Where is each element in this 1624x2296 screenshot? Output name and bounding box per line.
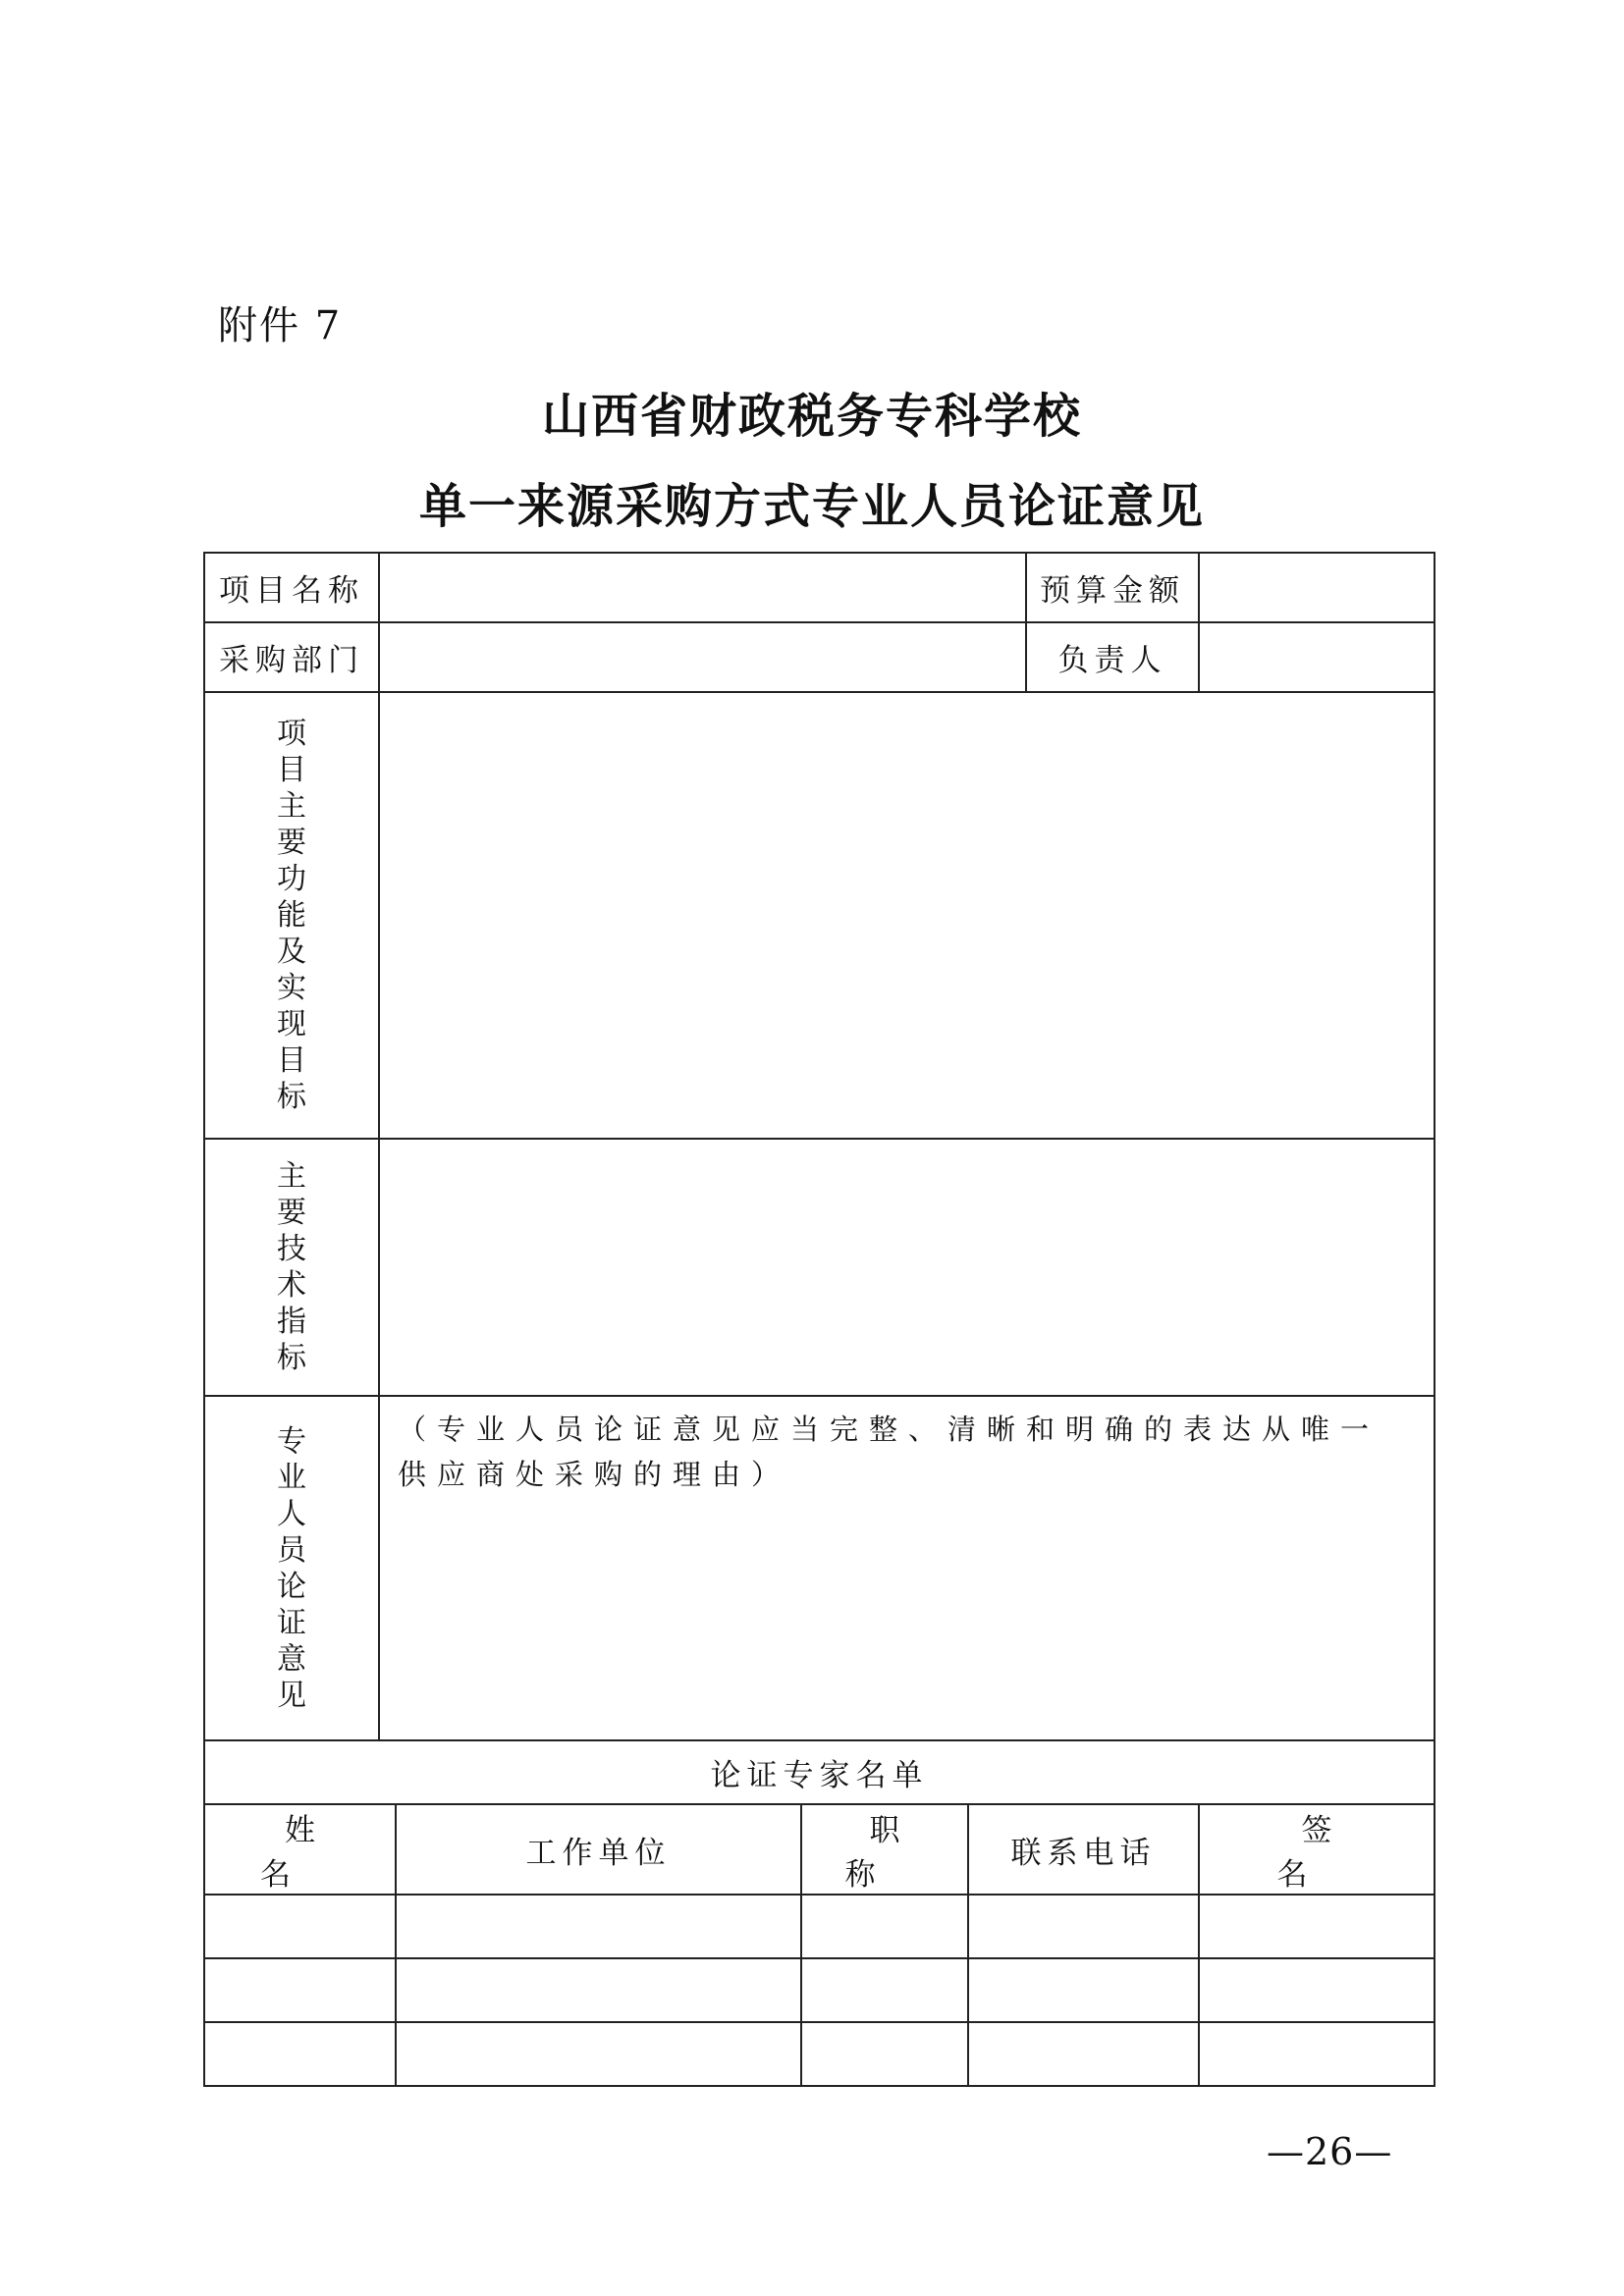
col-signature-header: 签 名 <box>1199 1804 1435 1895</box>
row-functions <box>204 692 1435 1139</box>
expert-workplace-cell[interactable] <box>396 1895 801 1958</box>
expert-row <box>204 2022 1435 2086</box>
project-name-field[interactable] <box>379 553 1026 622</box>
expert-row <box>204 1895 1435 1958</box>
argument-form-table <box>203 552 1435 2087</box>
opinion-label: 专业人员论证意见 <box>277 1423 306 1713</box>
col-phone-header: 联系电话 <box>968 1804 1199 1895</box>
form-title: 单一来源采购方式专业人员论证意见 <box>418 479 1205 534</box>
department-field[interactable] <box>379 622 1026 692</box>
tech-label: 主要技术指标 <box>277 1159 306 1375</box>
expert-title-cell[interactable] <box>801 1958 968 2022</box>
budget-field[interactable] <box>1199 553 1435 622</box>
opinion-note: （专业人员论证意见应当完整、清晰和明确的表达从唯一供应商处采购的理由） <box>398 1413 1380 1491</box>
row-tech <box>204 1139 1435 1396</box>
row-expert-title <box>204 1740 1435 1804</box>
col-title-header: 职 称 <box>801 1804 968 1895</box>
functions-field[interactable] <box>379 692 1435 1139</box>
expert-signature-cell[interactable] <box>1199 1895 1435 1958</box>
row-department <box>204 622 1435 692</box>
expert-name-cell[interactable] <box>204 2022 396 2086</box>
tech-label-cell <box>204 1139 379 1396</box>
expert-title-cell[interactable] <box>801 1895 968 1958</box>
expert-workplace-cell[interactable] <box>396 2022 801 2086</box>
col-name-header: 姓 名 <box>204 1804 396 1895</box>
row-project-name <box>204 553 1435 622</box>
opinion-field[interactable] <box>379 1396 1435 1740</box>
opinion-label-cell <box>204 1396 379 1740</box>
expert-title-cell[interactable] <box>801 2022 968 2086</box>
expert-row <box>204 1958 1435 2022</box>
expert-list-title: 论证专家名单 <box>204 1740 1435 1804</box>
school-title: 山西省财政税务专科学校 <box>541 389 1082 444</box>
page-number: —26— <box>1267 2130 1393 2173</box>
expert-signature-cell[interactable] <box>1199 1958 1435 2022</box>
tech-field[interactable] <box>379 1139 1435 1396</box>
col-workplace-header: 工作单位 <box>396 1804 801 1895</box>
person-in-charge-label: 负责人 <box>1026 622 1199 692</box>
expert-signature-cell[interactable] <box>1199 2022 1435 2086</box>
expert-workplace-cell[interactable] <box>396 1958 801 2022</box>
expert-phone-cell[interactable] <box>968 1958 1199 2022</box>
expert-phone-cell[interactable] <box>968 2022 1199 2086</box>
expert-phone-cell[interactable] <box>968 1895 1199 1958</box>
row-opinion <box>204 1396 1435 1740</box>
department-label: 采购部门 <box>204 622 379 692</box>
functions-label: 项目主要功能及实现目标 <box>277 717 306 1114</box>
person-in-charge-field[interactable] <box>1199 622 1435 692</box>
attachment-label: 附件 7 <box>218 303 343 348</box>
project-name-label: 项目名称 <box>204 553 379 622</box>
expert-name-cell[interactable] <box>204 1958 396 2022</box>
expert-name-cell[interactable] <box>204 1895 396 1958</box>
budget-label: 预算金额 <box>1026 553 1199 622</box>
expert-header-row <box>204 1804 1435 1895</box>
functions-label-cell <box>204 692 379 1139</box>
